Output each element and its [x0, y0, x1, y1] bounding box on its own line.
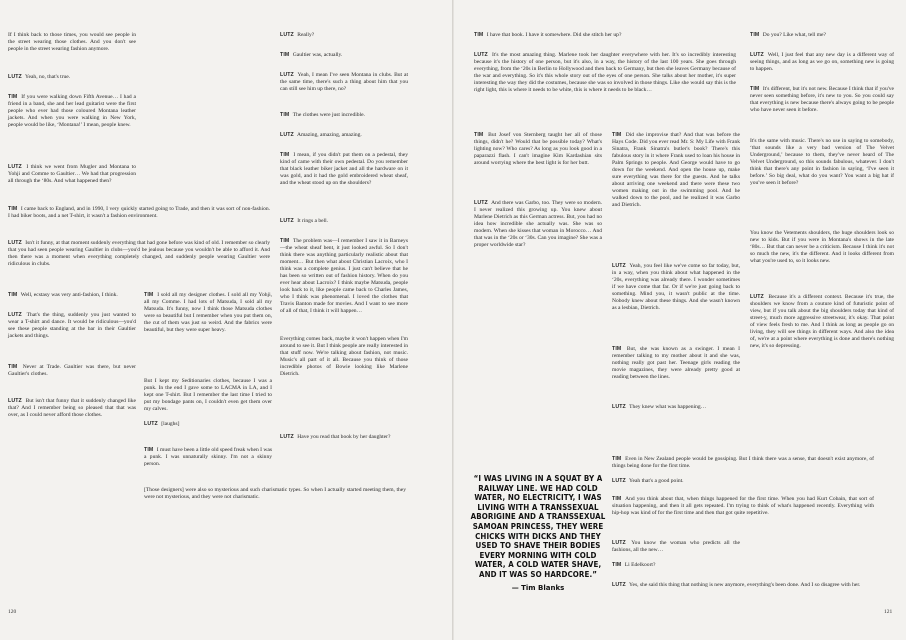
dialogue-block — [280, 152, 408, 187]
dialogue-text: Because it's a different context. Because it's true, the shoulders we know from a couture kind of futuristic point of view, but if you talk about the big shoulders today that kind of street-y, much more aggressive streetwear, it's okay. That point of view feels fresh to me. And I think as long as people go on living, they will see things in different ways. And also the idea of, we're at a point where everything is done and there's nothing new, it's so depressing. — [750, 294, 894, 350]
speaker-name: LUTZ — [474, 200, 488, 206]
dialogue-text: Isn't it funny, at that moment suddenly everything that had gone before was kind of old. I remember so clearly that you had seen people wearing Gaultier in clubs—you'd be jealous because you wouldn't be able to afford it. And then there was a moment when everything completely changed, and suddenly people wearing Gaultier were ridiculous in clubs. — [8, 240, 270, 268]
dialogue-text: Did she improvise that? And that was before the Hays Code. Did you ever read Mr. S: My Life with Frank Sinatra, Frank Sinatra's butler's book? There's this fabulous story in it where Frank used to loan his house in Palm Springs to people. And George would have to go down for the weekend. And open the house up, make sure everything was there for the guests. And he talks about arriving one weekend and there were these two women making out in the swimming pool. And he walked down to the pool, and he realized it was Garbo and Dietrich. — [612, 132, 740, 209]
dialogue-text: If I think back to those times, you would see people in the street wearing those clothes. And you don't see people in the street wearing fashion anymore. — [8, 32, 136, 53]
dialogue-block — [280, 218, 408, 225]
dialogue-text: [laughs] — [161, 421, 180, 427]
speaker-name: TIM — [8, 292, 18, 298]
dialogue-text: And there was Garbo, too. They were so modern. I never realized this growing up. You knew about Marlene Dietrich as this German actress. But, you had no idea how incredible she actually was. She was so modern. When she kisses that woman in Morocco… And that was in the ‘20s or ‘30s. Can you imagine? She was a proper worldwide star? — [474, 200, 602, 249]
dialogue-block — [750, 52, 894, 73]
speaker-name: TIM — [8, 364, 18, 370]
dialogue-block — [8, 32, 136, 53]
speaker-name: TIM — [612, 562, 622, 568]
speaker-name: TIM — [474, 132, 484, 138]
dialogue-text: Well, ecstasy was very anti-fashion, I think. — [20, 292, 118, 298]
dialogue-text: I sold all my designer clothes. I sold all my Yohji, all my Comme. I had lots of Matsuda, I sold all my Matsuda. It's funny, now I think those Matsuda clothes were so beautiful but I remember when you put them on, the cut of them was just so weird. And the fabrics were beautiful, but they were super heavy. — [144, 292, 273, 334]
dialogue-block — [750, 230, 894, 265]
dialogue-block — [474, 132, 602, 167]
dialogue-text: Yeah that's a good point. — [629, 478, 684, 484]
dialogue-text: Yeah, no, that's true. — [25, 74, 71, 80]
dialogue-text: But, she was known as a swinger. I mean I remember talking to my mother about it and she was, nothing really got past her. Teenage girls reading the movie magazines, they were already pretty good at reading between the lines. — [612, 346, 740, 381]
speaker-name: TIM — [8, 94, 18, 100]
dialogue-block — [144, 421, 272, 428]
dialogue-block — [612, 263, 740, 312]
dialogue-block — [8, 292, 136, 299]
dialogue-text: That's the thing, suddenly you just wanted to wear a T-shirt and dance. It would be ridiculous—you'd see these people standing at the bar in their Gaultier jackets and things. — [8, 312, 136, 340]
dialogue-block — [280, 72, 408, 93]
speaker-name: TIM — [144, 447, 154, 453]
dialogue-block — [144, 447, 272, 468]
speaker-name: LUTZ — [612, 582, 626, 588]
dialogue-text: Everything comes back, maybe it won't happen when I'm around to see it. But I think people are really interested in that stuff now. We're talking about fashion, not music. Music's all part of it all. Because you think of those incredible photos of Bowie looking like Marlene Dietrich. — [280, 336, 408, 378]
speaker-name: LUTZ — [750, 52, 764, 58]
dialogue-text: Well, I just feel that any new day is a different way of seeing things, and as long as we go on, something new is going to happen. — [750, 52, 894, 73]
speaker-name: LUTZ — [280, 132, 294, 138]
speaker-name: LUTZ — [144, 421, 158, 427]
dialogue-block — [750, 138, 894, 187]
speaker-name: LUTZ — [612, 478, 626, 484]
dialogue-text: The problem was—I remember I saw it in Barneys—the wheat sheaf bent, it just looked awful. So I don't think there was anything particularly realistic about that moment… But then what about Christian Lacroix, who I think was a complete genius. I just can't believe that he has been so written out of fashion history. When do you ever hear about Lacroix? I think maybe Matsuda, people look back to it, like people came back to Charles James, who I think was phenomenal. I loved the clothes that Travis Banton made for movies. And I want to see more of all of that, I think it will happen… — [280, 238, 408, 315]
dialogue-block — [612, 478, 874, 485]
dialogue-block — [612, 540, 740, 554]
dialogue-block — [280, 238, 408, 316]
speaker-name: TIM — [8, 206, 18, 212]
dialogue-block — [612, 456, 874, 470]
dialogue-text: You know the woman who predicts all the fashions, all the new… — [612, 540, 740, 554]
dialogue-block — [474, 52, 736, 94]
dialogue-text: Have you read that book by her daughter? — [297, 434, 391, 440]
dialogue-block — [280, 336, 408, 378]
speaker-name: LUTZ — [8, 74, 22, 80]
speaker-name: LUTZ — [750, 294, 764, 300]
dialogue-text: If you were walking down Fifth Avenue… I had a friend in a band, she and her lead guitarist were the first people who ever had those coloured Montana leather jackets. And when you were walking in New York, people would be like, ‘Montana!’ I mean, people knew. — [8, 94, 136, 129]
speaker-name: TIM — [280, 52, 290, 58]
page-gutter — [452, 0, 454, 640]
page-number-right: 121 — [884, 609, 893, 615]
speaker-name: LUTZ — [8, 398, 22, 404]
dialogue-block — [750, 86, 894, 114]
dialogue-block — [280, 112, 408, 119]
dialogue-block — [144, 487, 406, 501]
dialogue-text: Li Edelkoort? — [624, 562, 656, 568]
dialogue-block — [750, 32, 894, 39]
dialogue-text: But Josef von Sternberg taught her all of those things, didn't he? Would that be possible today? What's lighting now? Who cares? As long as you look good in a paparazzi flash. I can't imagine Kim Kardashian sits around worrying where the best light is for her butt. — [474, 132, 602, 167]
speaker-name: LUTZ — [280, 32, 294, 38]
speaker-name: TIM — [612, 496, 622, 502]
dialogue-block — [8, 74, 136, 81]
speaker-name: LUTZ — [612, 404, 626, 410]
speaker-name: TIM — [474, 32, 484, 38]
speaker-name: TIM — [280, 112, 290, 118]
dialogue-text: And you think about that, when things happened for the first time. When you had Kurt Cobain, that sort of situation happening, and then it all gets repeated. I'm trying to think of what's happened recently. Everything with hip-hop was kind of for the first time and then that got quite repetitive. — [612, 496, 874, 517]
dialogue-text: You know the Vetements shoulders, the huge shoulders look so new to kids. But if you were in Montana's shows in the late ‘80s… But that can never be a criticism. Because I think it's not so much the new, it's the different. And it looks different from what you're used to, so it looks new. — [750, 230, 894, 265]
speaker-name: TIM — [750, 32, 760, 38]
dialogue-text: Yes, she said this thing that nothing is new anymore, everything's been done. And I so disagree with her. — [629, 582, 861, 588]
dialogue-block — [8, 240, 270, 268]
dialogue-text: Gaultier was, actually. — [292, 52, 343, 58]
speaker-name: TIM — [612, 132, 622, 138]
speaker-name: LUTZ — [8, 164, 22, 170]
dialogue-block — [144, 378, 272, 413]
dialogue-block — [280, 52, 408, 59]
speaker-name: TIM — [280, 238, 290, 244]
dialogue-block — [8, 312, 136, 340]
dialogue-text: Yeah, you feel like we've come so far today, but, in a way, when you think about what happened in the ‘20s, everything was already there. I wonder sometimes if we have come that far. Or if we're just going back to something. Mind you, it wasn't public at the time. Nobody knew about these things. And she wasn't known as a lesbian, Dietrich. — [612, 263, 741, 312]
pull-quote-attribution: — Tim Blanks — [511, 584, 565, 592]
dialogue-text: Do you? Like what, tell me? — [762, 32, 826, 38]
dialogue-text: Yeah, I mean I've seen Montana in clubs. But at the same time, there's such a thing about him that you can still see him up there, no? — [280, 72, 408, 93]
dialogue-text: But isn't that funny that it suddenly changed like that? And I remember being so pleased that that was over, as I could never afford those clothes. — [8, 398, 137, 419]
dialogue-block — [8, 206, 270, 220]
dialogue-block — [8, 364, 136, 378]
dialogue-text: I came back to England, and in 1990, I very quickly started going to Trade, and then it was sort of non-fashion. I had biker boots, and a net T-shirt, it wasn't a fashion environment. — [8, 206, 271, 220]
dialogue-text: But I kept my Seditionaries clothes, because I was a punk. In the end I gave some to LACMA in LA, and I kept one T-shirt. But I remember the last time I tried to put my bondage pants on, I couldn't even get them over my calves. — [144, 378, 272, 413]
speaker-name: LUTZ — [280, 434, 294, 440]
dialogue-text: Really? — [297, 32, 315, 38]
page-number-left: 120 — [8, 609, 17, 615]
dialogue-block — [280, 434, 408, 441]
dialogue-text: They knew what was happening… — [629, 404, 707, 410]
dialogue-block — [8, 398, 136, 419]
speaker-name: LUTZ — [8, 240, 22, 246]
dialogue-block — [612, 404, 740, 411]
dialogue-block — [8, 164, 136, 185]
speaker-name: LUTZ — [612, 540, 626, 546]
dialogue-block — [612, 582, 874, 589]
speaker-name: LUTZ — [8, 312, 22, 318]
dialogue-text: I mean, if you didn't put them on a pedestal, they kind of came with their own pedestal. Do you remember that black leather biker jacket and all the hardware on it was gold, and it had the gold embroidered wheat sheaf, and the wheat stood up on the shoulders? — [280, 152, 408, 187]
dialogue-text: It's the most amazing thing. Marlene took her daughter everywhere with her. It's so incredibly interesting because it's the history of one person, but it's also, in a way, the history of the last 100 years. She goes through everything, from the ‘20s in Berlin to Hollywood and then back to Germany, but then she leaves Germany because of the war and everything. So it's this whole story out of the eyes of one person. She talks about her mother, it's super interesting the way they did the costumes, because she was so involved in those things. Like she would say this is the right light, this is where it needs to be white, this is where it needs to be black… — [474, 52, 737, 94]
speaker-name: TIM — [144, 292, 154, 298]
dialogue-block — [144, 292, 272, 334]
dialogue-text: [Those designers] were also so mysterious and such charismatic types. So when I actually started meeting them, they were not mysterious, and they were not charismatic. — [144, 487, 406, 501]
speaker-name: LUTZ — [280, 72, 294, 78]
dialogue-block — [8, 94, 136, 129]
dialogue-block — [612, 132, 740, 210]
dialogue-block — [612, 496, 874, 517]
dialogue-block — [750, 294, 894, 350]
speaker-name: TIM — [750, 86, 760, 92]
dialogue-block — [612, 562, 740, 569]
pull-quote: “I WAS LIVING IN A SQUAT BY A RAILWAY LINE. WE HAD COLD WATER, NO ELECTRICITY, I WAS LIVING WITH A TRANSSEXUAL ABORIGINE AND A TRANSSEXUAL SAMOAN PRINCESS, THEY WERE CHICKS WITH DICKS AND THEY USED TO SHAVE THEIR BODIES EVERY MORNING WITH COLD WATER, A COLD WATER SHAVE, AND IT WAS SO HARDCORE.” — [470, 474, 606, 579]
speaker-name: LUTZ — [612, 263, 626, 269]
dialogue-text: It's the same with music. There's no use in saying to somebody, ‘that sounds like a very bad version of The Velvet Underground,’ because to them, they've never heard of The Velvet Underground, so this sounds fabulous, whatever. I don't think that there's any point in fashion in saying, ‘I've seen it before.’ So big deal, what do you want? You want a big hat if you've seen it before? — [750, 138, 894, 187]
dialogue-text: The clothes were just incredible. — [292, 112, 365, 118]
dialogue-text: It rings a bell. — [297, 218, 329, 224]
dialogue-text: I think we went from Mugler and Montana to Yohji and Comme to Gaultier… We had that progression all through the ‘80s. And what happened then? — [8, 164, 136, 185]
dialogue-block — [612, 346, 740, 381]
speaker-name: LUTZ — [474, 52, 488, 58]
speaker-name: TIM — [612, 456, 622, 462]
dialogue-text: I must have been a little old speed freak when I was a punk. I was unnaturally skinny. I'm not a skinny person. — [144, 447, 272, 468]
dialogue-text: Even in New Zealand people would be gossiping. But I think there was a sense, that doesn't exist anymore, of things being done for the first time. — [612, 456, 875, 470]
dialogue-text: It's different, but it's not new. Because I think that if you've never seen something before, it's new to you. So you could say that everything is new because there's always going to be people who have never seen it before. — [750, 86, 894, 114]
dialogue-text: I have that book. I have it somewhere. Did she stitch her up? — [486, 32, 622, 38]
dialogue-block — [474, 32, 736, 39]
dialogue-text: Never at Trade. Gaultier was there, but never Gaultier's clothes. — [8, 364, 136, 378]
dialogue-block — [474, 200, 602, 249]
speaker-name: TIM — [280, 152, 290, 158]
dialogue-block — [280, 132, 408, 139]
dialogue-block — [280, 32, 408, 39]
speaker-name: LUTZ — [280, 218, 294, 224]
speaker-name: TIM — [612, 346, 622, 352]
dialogue-text: Amazing, amazing, amazing. — [296, 132, 362, 138]
